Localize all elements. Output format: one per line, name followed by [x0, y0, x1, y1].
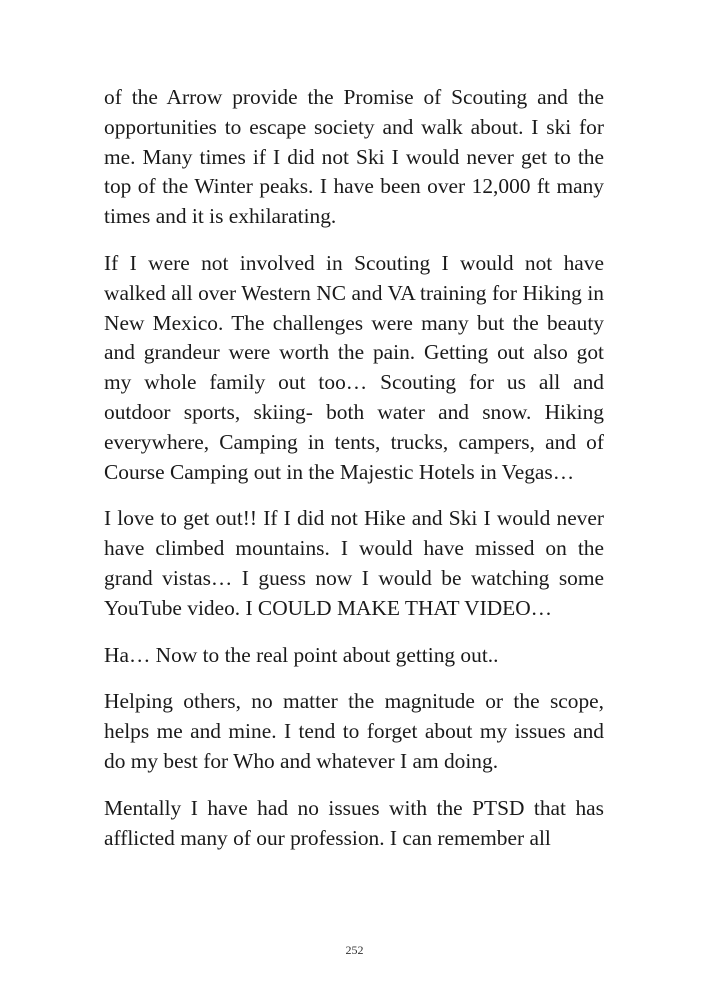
- page-body: [104, 83, 604, 870]
- paragraph-6: Mentally I have had no issues with the PTSD that has afflicted many of our profession. I can remember all: [104, 795, 604, 850]
- paragraph-1: of the Arrow provide the Promise of Scouting and the opportunities to escape society and walk about. I ski for me. Many times if I did not Ski I would never get to the top of the Winter peaks. I have been over 12,000 ft many times and it is exhilarating.: [104, 85, 604, 229]
- paragraph-5: Helping others, no matter the magnitude or the scope, helps me and mine. I tend to forget about my issues and do my best for Who and whatever I am doing.: [104, 689, 604, 773]
- page-number: 252: [345, 943, 364, 957]
- paragraph-3: I love to get out!! If I did not Hike and Ski I would never have climbed mountains. I would have missed on the grand vistas… I guess now I would be watching some YouTube video. I COULD MAKE THAT VIDEO…: [104, 506, 604, 620]
- paragraph-2: If I were not involved in Scouting I would not have walked all over Western NC and VA training for Hiking in New Mexico. The challenges were many but the beauty and grandeur were worth the pain. Getting out also got my whole family out too… Scouting for us all and outdoor sports, skiing- both water and snow. Hiking everywhere, Camping in tents, trucks, campers, and of Course Camping out in the Majestic Hotels in Vegas…: [104, 250, 604, 484]
- paragraph-4: Ha… Now to the real point about getting out..: [104, 642, 499, 667]
